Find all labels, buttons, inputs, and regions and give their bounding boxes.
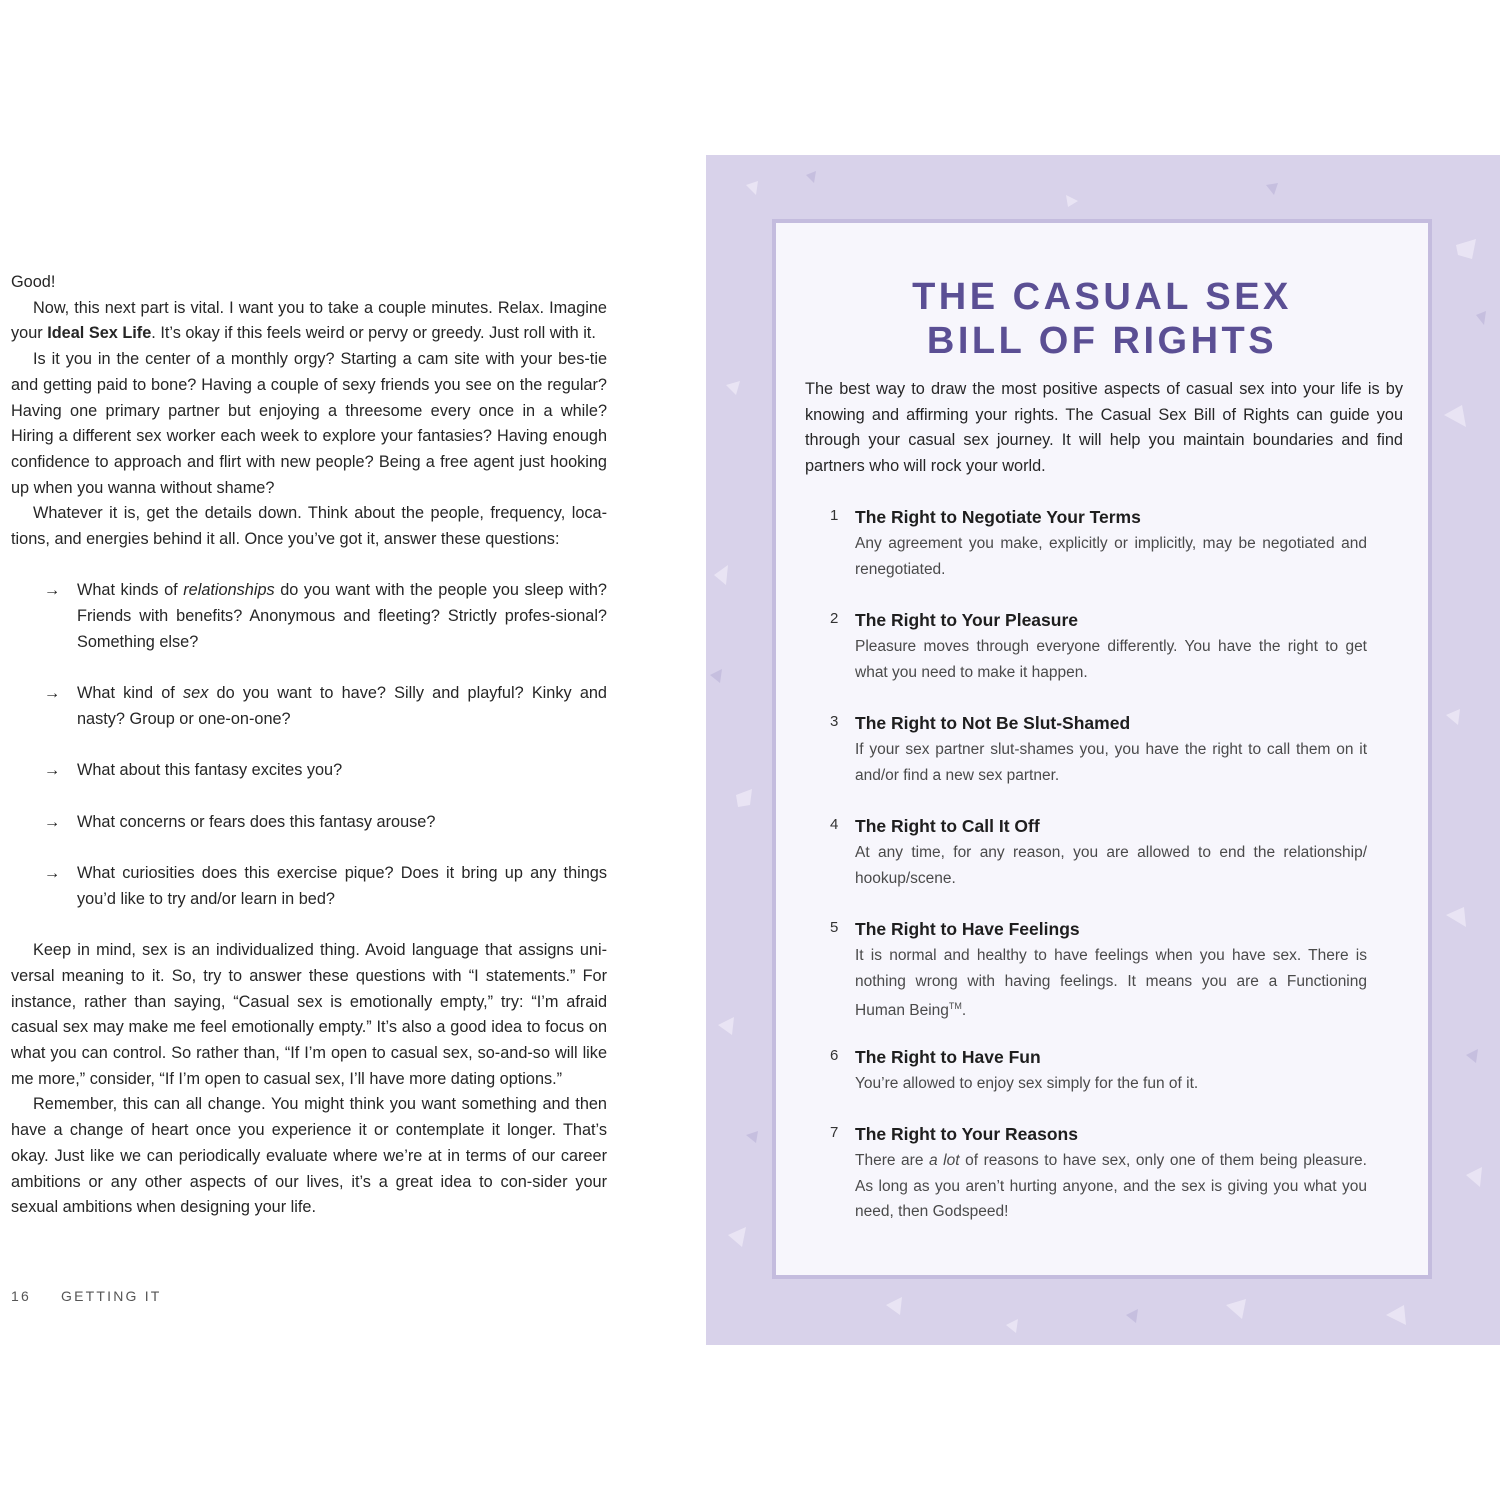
list-item xyxy=(805,1045,1367,1097)
paragraph-good: Good! xyxy=(11,273,56,291)
list-item: → What kind of sex do you want to have? Silly and playful? Kinky and nasty? Group or one-on-one? xyxy=(11,681,607,732)
speck xyxy=(1446,709,1460,725)
running-head: GETTING IT xyxy=(60,1288,162,1304)
speck xyxy=(1466,1049,1478,1063)
right-title: The Right to Your Reasons xyxy=(855,1124,1078,1144)
paragraph-keep-in-mind: Keep in mind, sex is an individualized thing. Avoid language that assigns uni-versal meaning to it. So, try to answer these questions with “I statements.” For instance, rather than saying, “Casual sex is emotionally empty,” try: “I’m afraid casual sex may make me feel emotionally empty.” It’s also a good idea to focus on what you can control. So rather than, “If I’m open to casual sex, so-and-so will like me more,” consider, “If I’m open to casual sex, I’ll have more dating options.” xyxy=(11,941,607,1088)
right-title: The Right to Negotiate Your Terms xyxy=(855,507,1141,527)
card-intro: The best way to draw the most positive aspects of casual sex into your life is by knowing and affirming your rights. The Casual Sex Bill of Rights can guide you through your casual sex journey. It will help you maintain boundaries and find partners who will rock your world. xyxy=(805,380,1403,476)
paragraph-ideal-sex-life: Now, this next part is vital. I want you to take a couple minutes. Relax. Imagine your Ideal Sex Life. It’s okay if this feels weird or pervy or greedy. Just roll with it. xyxy=(11,298,607,343)
right-number: 1 xyxy=(830,507,839,524)
speck xyxy=(1386,1305,1406,1325)
speck xyxy=(736,789,752,807)
paragraph-details: Whatever it is, get the details down. Think about the people, frequency, loca-tions, and energies behind it all. Once you’ve got it, answer these questions: xyxy=(11,504,607,549)
speck xyxy=(746,181,758,195)
speck xyxy=(1444,405,1466,427)
speck xyxy=(886,1297,902,1315)
left-page-body xyxy=(11,270,607,1221)
right-number: 6 xyxy=(830,1047,839,1064)
arrow-right-icon: → xyxy=(44,864,61,883)
speck xyxy=(728,1227,746,1247)
right-description: At any time, for any reason, you are allowed to end the relationship/ hookup/scene. xyxy=(855,844,1367,887)
right-description: You’re allowed to enjoy sex simply for the fun of it. xyxy=(855,1075,1199,1092)
right-title: The Right to Not Be Slut-Shamed xyxy=(855,713,1131,733)
ideal-sex-life-bold: Ideal Sex Life xyxy=(47,324,152,343)
right-number: 4 xyxy=(830,816,839,833)
page-footer xyxy=(11,1288,162,1304)
trademark-mark: TM xyxy=(948,1001,962,1012)
list-item xyxy=(805,608,1367,685)
right-title: The Right to Your Pleasure xyxy=(855,610,1078,630)
list-item: → What curiosities does this exercise pique? Does it bring up any things you’d like to try and/or learn in bed? xyxy=(11,861,607,912)
speck xyxy=(1006,1319,1018,1333)
list-item xyxy=(805,1122,1367,1225)
list-item xyxy=(805,505,1367,582)
right-number: 2 xyxy=(830,610,839,627)
arrow-right-icon: → xyxy=(44,684,61,703)
speck xyxy=(1476,311,1486,325)
speck xyxy=(714,565,728,585)
paragraph-questions-intro: Is it you in the center of a monthly orgy? Starting a cam site with your bes-tie and getting paid to bone? Having a couple of sexy friends you see on the regular? Having one primary partner but enjoying a threesome every once in a while? Hiring a different sex worker each week to explore your fantasies? Having enough confidence to approach and flirt with new people? Being a free agent just hooking up when you wanna without shame? xyxy=(11,350,607,497)
speck xyxy=(718,1017,734,1035)
speck xyxy=(746,1131,758,1143)
arrow-right-icon: → xyxy=(44,581,61,600)
speck xyxy=(1226,1299,1246,1319)
arrow-right-icon: → xyxy=(44,812,61,831)
list-item: → What kinds of relationships do you want with the people you sleep with? Friends with benefits? Anonymous and fleeting? Strictly profes-sional? Something else? xyxy=(11,578,607,655)
speck xyxy=(710,669,722,683)
right-number: 5 xyxy=(830,919,839,936)
speck xyxy=(1466,1167,1482,1187)
right-description: If your sex partner slut-shames you, you have the right to call them on it and/or find a new sex partner. xyxy=(855,741,1367,784)
arrow-right-icon: → xyxy=(44,761,61,780)
speck xyxy=(1126,1309,1138,1323)
speck xyxy=(726,381,740,395)
sidebar-panel xyxy=(706,155,1500,1345)
list-item: → What concerns or fears does this fantasy arouse? xyxy=(11,810,607,836)
list-item: → What about this fantasy excites you? xyxy=(11,758,607,784)
list-item xyxy=(805,917,1367,1024)
question-list xyxy=(11,578,607,912)
list-item xyxy=(805,814,1367,891)
right-description: Any agreement you make, explicitly or implicitly, may be negotiated and renegotiated. xyxy=(855,535,1367,578)
speck xyxy=(1266,183,1278,195)
right-description: There are a lot of reasons to have sex, only one of them being pleasure. As long as you aren’t hurting anyone, and the sex is giving you what you need, then Godspeed! xyxy=(855,1152,1367,1221)
right-title: The Right to Have Feelings xyxy=(855,919,1080,939)
bill-of-rights-card xyxy=(772,219,1432,1279)
right-number: 7 xyxy=(830,1124,839,1141)
right-title: The Right to Call It Off xyxy=(855,816,1040,836)
speck xyxy=(1446,907,1466,927)
right-description: Pleasure moves through everyone differently. You have the right to get what you need to make it happen. xyxy=(855,638,1367,681)
speck xyxy=(1456,239,1476,259)
right-number: 3 xyxy=(830,713,839,730)
speck xyxy=(806,171,816,183)
page-number: 16 xyxy=(11,1288,31,1304)
paragraph-remember: Remember, this can all change. You might think you want something and then have a change of heart once you experience it or contemplate it longer. That’s okay. Just like we can periodically evaluate where we’re at in terms of our career ambitions or any other aspects of our lives, it’s a great idea to con-sider your sexual ambitions when designing your life. xyxy=(11,1095,607,1217)
card-title: THE CASUAL SEX BILL OF RIGHTS xyxy=(912,276,1292,362)
right-description: It is normal and healthy to have feelings when you have sex. There is nothing wrong with having feelings. It means you are a Functioning Human Being™. xyxy=(855,947,1367,1020)
speck xyxy=(1066,195,1078,207)
right-title: The Right to Have Fun xyxy=(855,1047,1041,1067)
list-item xyxy=(805,711,1367,788)
